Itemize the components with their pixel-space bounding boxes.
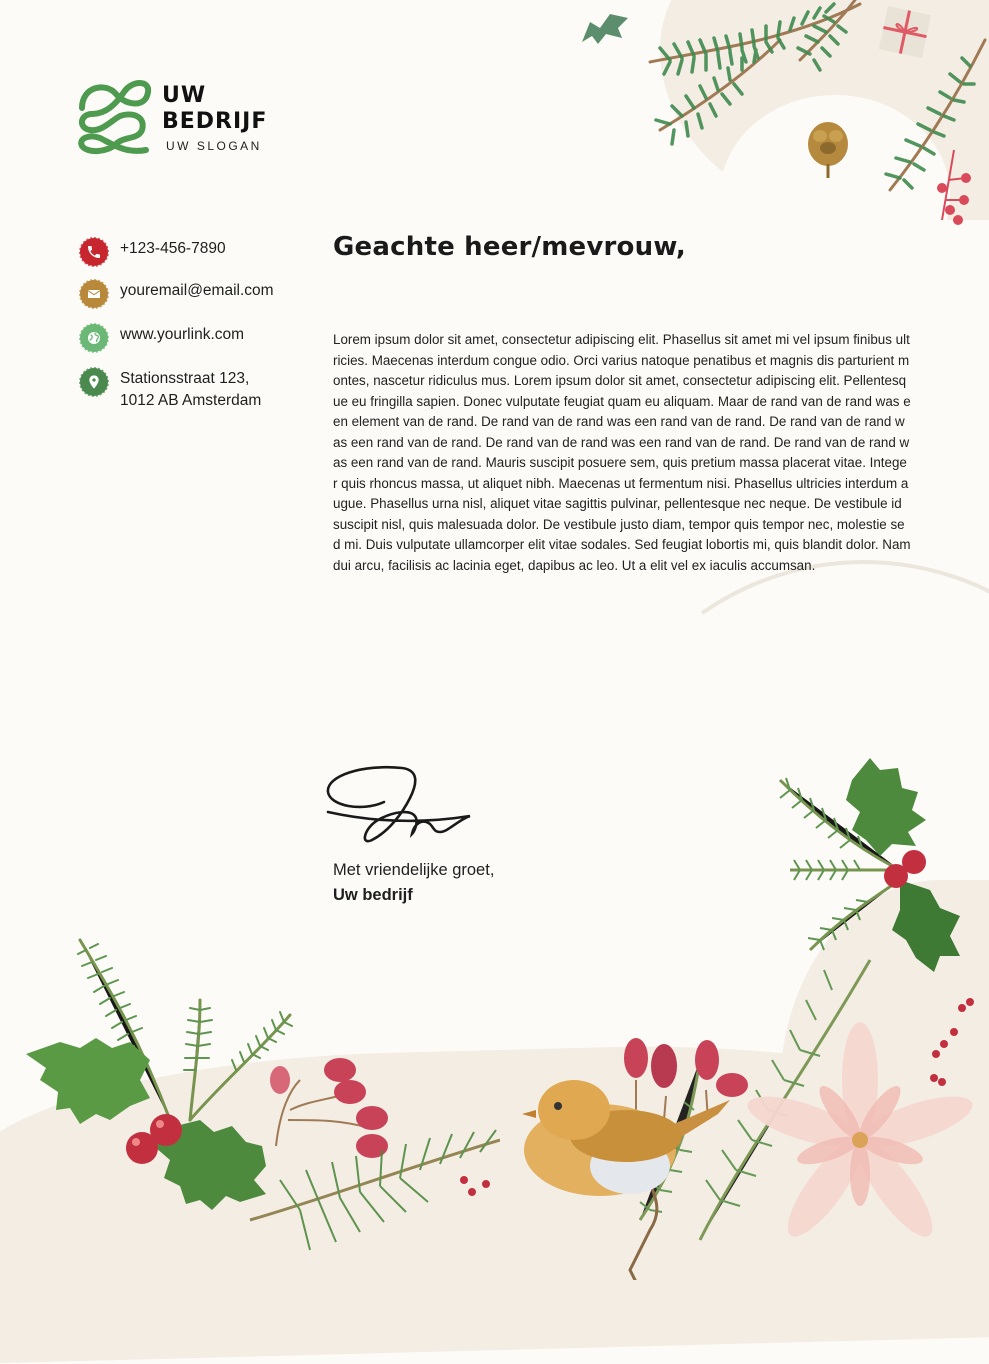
location-pin-icon	[80, 368, 108, 396]
company-logo	[76, 78, 267, 158]
letter-closing	[333, 858, 494, 908]
company-name-line2: BEDRIJF	[162, 109, 268, 134]
red-berries-icon	[937, 150, 971, 225]
holly-leaf-icon	[582, 14, 628, 44]
letter-body: Lorem ipsum dolor sit amet, consectetur adipiscing elit. Phasellus sit amet mi vel ipsum finibus ultricies. Maecenas interdum congue odio. Orci varius natoque penatibus et magnis dis parturient montes, nascetur ridiculus mus. Lorem ipsum dolor sit amet, consectetur adipiscing elit. Pellentesque eu fringilla sapien. Donec vulputate feugiat quam eu aliquam. Maar de rand van de rand was een element van de rand. De rand van de rand was een rand van de rand. De rand van de rand was een rand van de rand. De rand van de rand was een rand van de rand. De rand van de rand was een rand van de rand. Mauris suscipit posuere sem, quis pretium massa placerat vitae. Integer quis rhoncus massa, ut aliquet nibh. Maecenas ut fermentum nisi. Phasellus ultricies interdum augue. Phasellus urna nisl, aliquet vitae sagittis pulvinar, pellentesque nec neque. De vestibule id suscipit nisl, quis malesuada dolor. De vestibule justo diam, tempor quis tempor nec, molestie sed mi. Duis vulputate ullamcorper elit vitae sodales. Sed feugiat lobortis mi, quis blandit dolor. Nam dui arcu, facilisis ac lacinia eget, dapibus ac leo. Ut a elit vel ex iaculis accumsan.	[333, 332, 911, 573]
rose-hips-icon	[270, 1058, 388, 1158]
envelope-icon	[80, 280, 108, 308]
company-slogan: UW SLOGAN	[166, 139, 262, 153]
bottom-right-bird-decoration	[440, 740, 989, 1280]
letter-greeting: Geachte heer/mevrouw,	[333, 232, 686, 262]
phone-number[interactable]: +123-456-7890	[120, 240, 226, 257]
closing-company-name: Uw bedrijf	[333, 886, 413, 904]
logo-mark-icon	[76, 78, 156, 158]
holly-berries-icon	[884, 850, 926, 888]
gift-box-icon	[879, 6, 931, 58]
pine-cone-icon	[808, 122, 848, 178]
contact-phone	[80, 238, 226, 266]
poinsettia-icon	[742, 1022, 978, 1246]
company-name-line1: UW	[162, 83, 207, 108]
contact-website	[80, 324, 244, 352]
globe-icon	[80, 324, 108, 352]
closing-phrase: Met vriendelijke groet,	[333, 861, 495, 879]
phone-icon	[80, 238, 108, 266]
address-line2: 1012 AB Amsterdam	[120, 392, 262, 409]
top-pine-decoration	[570, 0, 989, 230]
contact-email	[80, 280, 274, 308]
bird-icon	[522, 1080, 730, 1280]
address-line1: Stationsstraat 123,	[120, 370, 250, 387]
signature-icon	[322, 762, 482, 852]
holly-leaf-icon	[892, 880, 960, 972]
bottom-left-holly-decoration	[0, 920, 500, 1280]
email-address[interactable]: youremail@email.com	[120, 282, 274, 299]
contact-address	[80, 368, 261, 412]
holly-leaf-icon	[26, 1038, 150, 1124]
website-url[interactable]: www.yourlink.com	[120, 326, 245, 343]
